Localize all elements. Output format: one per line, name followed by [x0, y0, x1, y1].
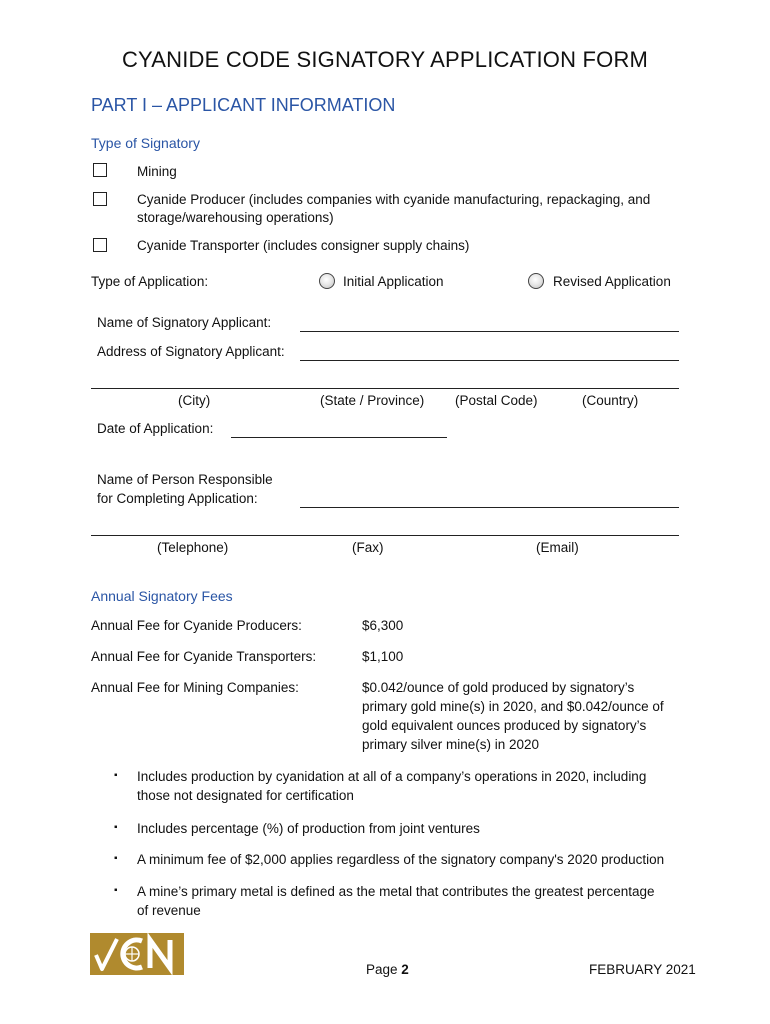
bullet-marker: ▪: [114, 853, 118, 864]
mining-label: Mining: [137, 164, 177, 179]
signatory-name-label: Name of Signatory Applicant:: [97, 315, 272, 330]
bullet-marker: ▪: [114, 822, 118, 833]
cyanide-producer-checkbox[interactable]: [93, 192, 107, 206]
icmi-logo-mark: [90, 933, 184, 975]
mining-fee-value-line1: $0.042/ounce of gold produced by signatory’s: [362, 680, 635, 695]
icmi-logo: [90, 933, 184, 975]
address-line-2-field[interactable]: [91, 369, 679, 389]
bullet-3-line1: A minimum fee of $2,000 applies regardless of the signatory company's 2020 production: [137, 852, 665, 867]
type-of-application-label: Type of Application:: [91, 274, 209, 289]
fax-caption: (Fax): [352, 540, 384, 555]
mining-fee-value-line3: gold equivalent ounces produced by signatory’s: [362, 718, 647, 733]
bullet-1-line2: those not designated for certification: [137, 788, 354, 803]
signatory-address-field[interactable]: [300, 341, 679, 361]
date-of-application-label: Date of Application:: [97, 421, 214, 436]
page-indicator: [366, 960, 409, 979]
bullet-1-line1: Includes production by cyanidation at all of a company’s operations in 2020, including: [137, 769, 647, 784]
initial-application-label: Initial Application: [343, 274, 444, 289]
postal-code-caption: (Postal Code): [455, 393, 538, 408]
transporter-fee-value: $1,100: [362, 649, 404, 664]
bullet-4-line2: of revenue: [137, 903, 201, 918]
bullet-4-line1: A mine’s primary metal is defined as the metal that contributes the greatest percentage: [137, 884, 655, 899]
bullet-marker: ▪: [114, 885, 118, 896]
telephone-caption: (Telephone): [157, 540, 229, 555]
date-of-application-field[interactable]: [231, 418, 447, 438]
country-caption: (Country): [582, 393, 639, 408]
form-title: CYANIDE CODE SIGNATORY APPLICATION FORM: [121, 47, 649, 72]
cyanide-transporter-checkbox[interactable]: [93, 238, 107, 252]
person-responsible-label-line2: for Completing Application:: [97, 491, 258, 506]
annual-fees-heading: Annual Signatory Fees: [91, 588, 233, 604]
bullet-2-line1: Includes percentage (%) of production from joint ventures: [137, 821, 480, 836]
state-caption: (State / Province): [320, 393, 425, 408]
page-label: Page: [366, 962, 398, 977]
person-responsible-field[interactable]: [300, 488, 679, 508]
mining-fee-label: Annual Fee for Mining Companies:: [91, 680, 299, 695]
revised-application-label: Revised Application: [553, 274, 671, 289]
cyanide-transporter-label: Cyanide Transporter (includes consigner supply chains): [137, 238, 470, 253]
mining-fee-value-line4: primary silver mine(s) in 2020: [362, 737, 540, 752]
initial-application-radio[interactable]: [319, 273, 335, 289]
contact-details-field[interactable]: [91, 516, 679, 536]
city-caption: (City): [178, 393, 211, 408]
person-responsible-label: Name of Person Responsible: [97, 472, 273, 487]
signatory-address-label: Address of Signatory Applicant:: [97, 344, 285, 359]
part-title: PART I – APPLICANT INFORMATION: [91, 95, 396, 115]
revised-application-radio[interactable]: [528, 273, 544, 289]
page-number: 2: [401, 962, 409, 977]
producer-fee-value: $6,300: [362, 618, 404, 633]
email-caption: (Email): [536, 540, 579, 555]
bullet-marker: ▪: [114, 770, 118, 781]
transporter-fee-label: Annual Fee for Cyanide Transporters:: [91, 649, 317, 664]
cyanide-producer-label: Cyanide Producer (includes companies with cyanide manufacturing, repackaging, and: [137, 192, 651, 207]
cyanide-producer-label-line2: storage/warehousing operations): [137, 210, 334, 225]
producer-fee-label: Annual Fee for Cyanide Producers:: [91, 618, 302, 633]
type-of-signatory-heading: Type of Signatory: [91, 135, 200, 151]
mining-checkbox[interactable]: [93, 163, 107, 177]
mining-fee-value-line2: primary gold mine(s) in 2020, and $0.042/ounce of: [362, 699, 664, 714]
footer-date: FEBRUARY 2021: [589, 962, 696, 977]
signatory-name-field[interactable]: [300, 312, 679, 332]
